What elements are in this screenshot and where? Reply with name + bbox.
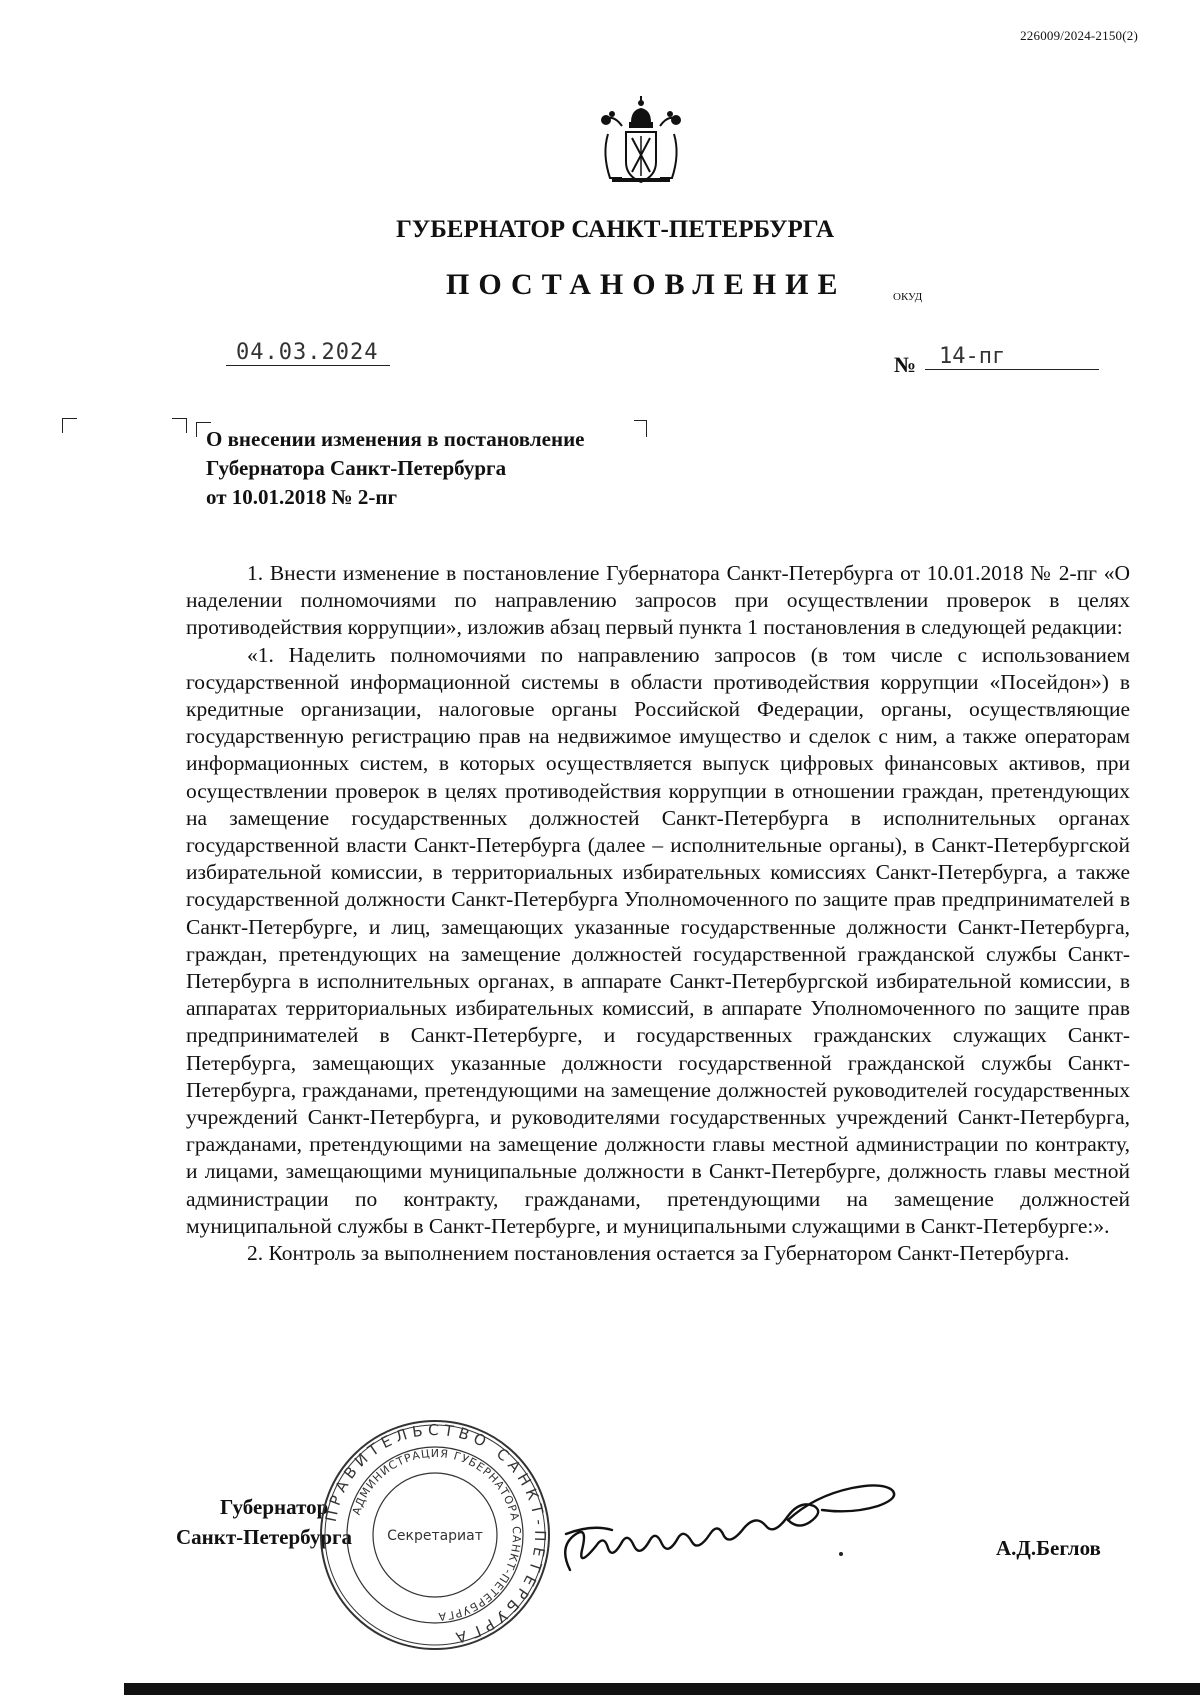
authority-title: ГУБЕРНАТОР САНКТ-ПЕТЕРБУРГА — [395, 216, 835, 243]
seal-outer-text: ПРАВИТЕЛЬСТВО САНКТ-ПЕТЕРБУРГА — [321, 1420, 550, 1648]
subject-corner-mark-left — [172, 418, 187, 433]
scan-edge-bar — [124, 1683, 1200, 1695]
body-paragraph-1: 1. Внести изменение в постановление Губернатора Санкт-Петербурга от 10.01.2018 № 2-пг «О наделении полномочиями по направлению запросов при осуществлении проверок в целях противодействия коррупции», изложив абзац первый пункта 1 постановления в следующей редакции: — [186, 561, 1130, 640]
seal-center-text: Секретариат — [387, 1528, 483, 1544]
subject-line-2: Губернатора Санкт-Петербурга — [206, 456, 507, 480]
subject-line-3: от 10.01.2018 № 2-пг — [206, 485, 398, 509]
signer-name: А.Д.Беглов — [996, 1536, 1101, 1560]
official-seal — [316, 1416, 554, 1654]
okud-label: ОКУД — [893, 291, 923, 303]
body-paragraph-2: «1. Наделить полномочиями по направлению запросов (в том числе с использованием государственной информационной системы в области противодействия коррупции «Посейдон») в кредитные организации, налоговые органы Российской Федерации, органы, осуществляющие государственную регистрацию прав на недвижимое имущество и сделок с ним, а также операторам информационных систем, в которых осуществляется выпуск цифровых финансовых активов, при осуществлении проверок в целях противодействия коррупции в отношении граждан, претендующих на замещение государственных должностей Санкт-Петербурга в исполнительных органах государственной власти Санкт-Петербурга (далее – исполнительные органы), в Санкт-Петербургской избирательной комиссии, в территориальных избирательных комиссиях Санкт-Петербурга, а также государственной должности Санкт-Петербурга Уполномоченного по защите прав предпринимателей в Санкт-Петербурге, и лиц, замещающих указанные государственные должности Санкт-Петербурга, граждан, претендующих на замещение должностей государственной гражданской службы Санкт-Петербурга в исполнительных органах, в аппарате Санкт-Петербургской избирательной комиссии, в аппаратах территориальных избирательных комиссий, в аппарате Уполномоченного по защите прав предпринимателей в Санкт-Петербурге, и государственных гражданских служащих Санкт-Петербурга, замещающих указанные должности государственной гражданской службы Санкт-Петербурга, гражданами, претендующими на замещение должностей руководителей государственных учреждений Санкт-Петербурга, и руководителями государственных учреждений Санкт-Петербурга, гражданами, претендующими на замещение должности главы местной администрации по контракту, и лицами, замещающими муниципальные должности в Санкт-Петербурге, должность главы местной администрации по контракту, гражданами, претендующими на замещение должностей муниципальной службы в Санкт-Петербурге, и муниципальными служащими в Санкт-Петербурге:». — [186, 642, 1130, 1238]
number-label: № — [894, 352, 917, 377]
document-number: 14-пг — [925, 344, 1099, 370]
document-subject — [206, 425, 666, 512]
document-body — [186, 560, 1130, 1267]
signer-position-line-1: Губернатор — [220, 1495, 329, 1519]
margin-corner-mark — [62, 418, 77, 433]
subject-line-1: О внесении изменения в постановление — [206, 427, 585, 451]
document-type: ПОСТАНОВЛЕНИЕ — [446, 268, 847, 301]
seal-middle-text: АДМИНИСТРАЦИЯ ГУБЕРНАТОРА САНКТ-ПЕТЕРБУРГА — [349, 1446, 524, 1624]
saint-petersburg-coat-of-arms-icon — [598, 92, 684, 188]
document-date: 04.03.2024 — [226, 340, 390, 366]
body-paragraph-3: 2. Контроль за выполнением постановления остается за Губернатором Санкт-Петербурга. — [247, 1241, 1070, 1266]
handwritten-signature — [552, 1476, 908, 1586]
signer-position-line-2: Санкт-Петербурга — [176, 1525, 353, 1549]
signature-dot — [839, 1552, 843, 1556]
registration-number: 226009/2024-2150(2) — [1020, 28, 1138, 43]
